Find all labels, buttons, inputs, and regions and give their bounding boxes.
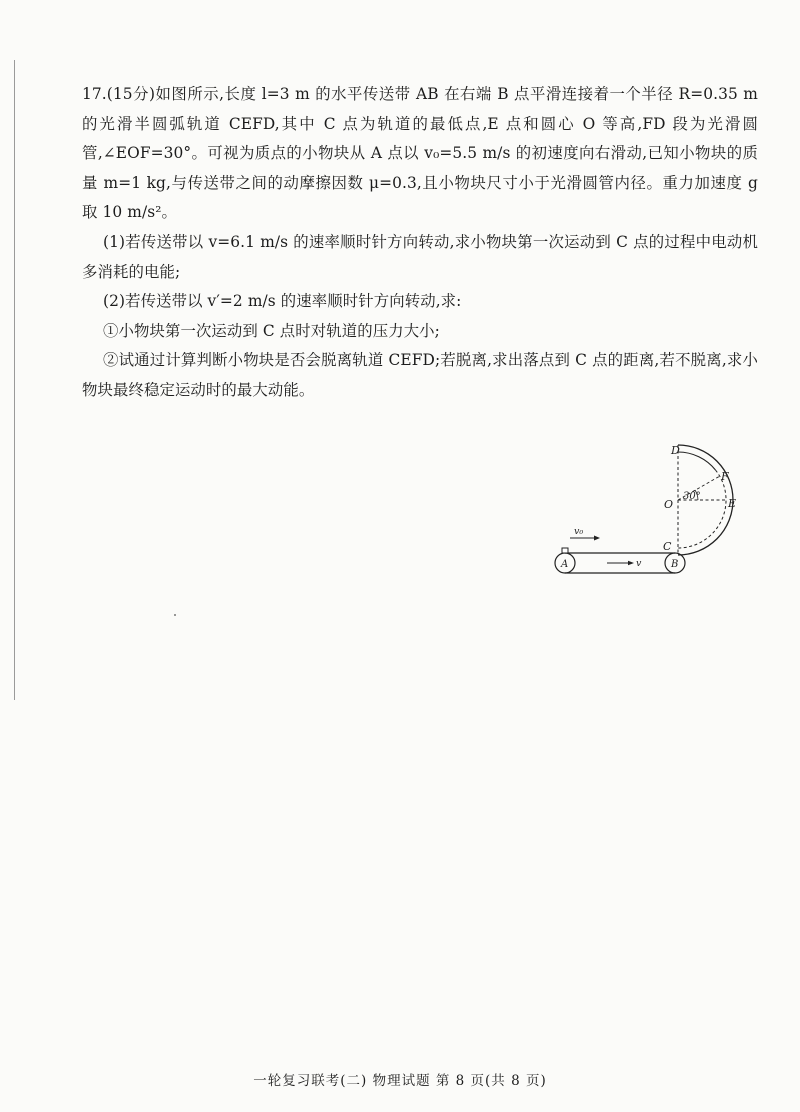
page-footer: 一轮复习联考(二) 物理试题 第 8 页(共 8 页) [253,1073,547,1089]
question-intro: 17.(15分)如图所示,长度 l=3 m 的水平传送带 AB 在右端 B 点平滑连接着一个半径 R=0.35 m 的光滑半圆弧轨道 CEFD,其中 C 点为轨道的最低点,E 点和圆心 O 等高,FD 段为光滑圆管,∠EOF=30°。可视为质点的小物块从 A 点以 v₀=5.5 m/s 的初速度向右滑动,已知小物块的质量 m=1 kg,与传送带之间的动摩擦因数 μ=0.3,且小物块尺寸小于光滑圆管内径。重力加速度 g 取 10 m/s²。 [82,85,758,222]
label-e: E [728,497,737,510]
label-d: D [671,444,680,457]
v0-arrowhead [594,536,600,541]
question-part-1: (1)若传送带以 v=6.1 m/s 的速率顺时针方向转动,求小物块第一次运动到 C 点的过程中电动机多消耗的电能; [82,232,758,281]
margin-line [14,60,15,700]
belt-arrowhead [628,561,634,565]
label-f: F [721,470,729,483]
question-part-2b: ②试通过计算判断小物块是否会脱离轨道 CEFD;若脱离,求出落点到 C 点的距离,若不脱离,求小物块最终稳定运动时的最大动能。 [82,351,758,399]
label-a: A [561,559,569,570]
question-part-2: (2)若传送带以 v′=2 m/s 的速率顺时针方向转动,求: [103,292,462,311]
label-angle: 30° [683,491,701,502]
question-part-2a: ①小物块第一次运动到 C 点时对轨道的压力大小; [103,321,440,340]
speck [174,614,176,616]
block [562,548,568,553]
label-o: O [664,498,674,511]
conveyor-track-diagram [540,436,760,584]
label-c: C [663,540,672,553]
label-b: B [671,559,679,570]
label-v: v [636,558,642,569]
label-v0: v₀ [574,526,584,537]
question-17 [82,80,758,406]
